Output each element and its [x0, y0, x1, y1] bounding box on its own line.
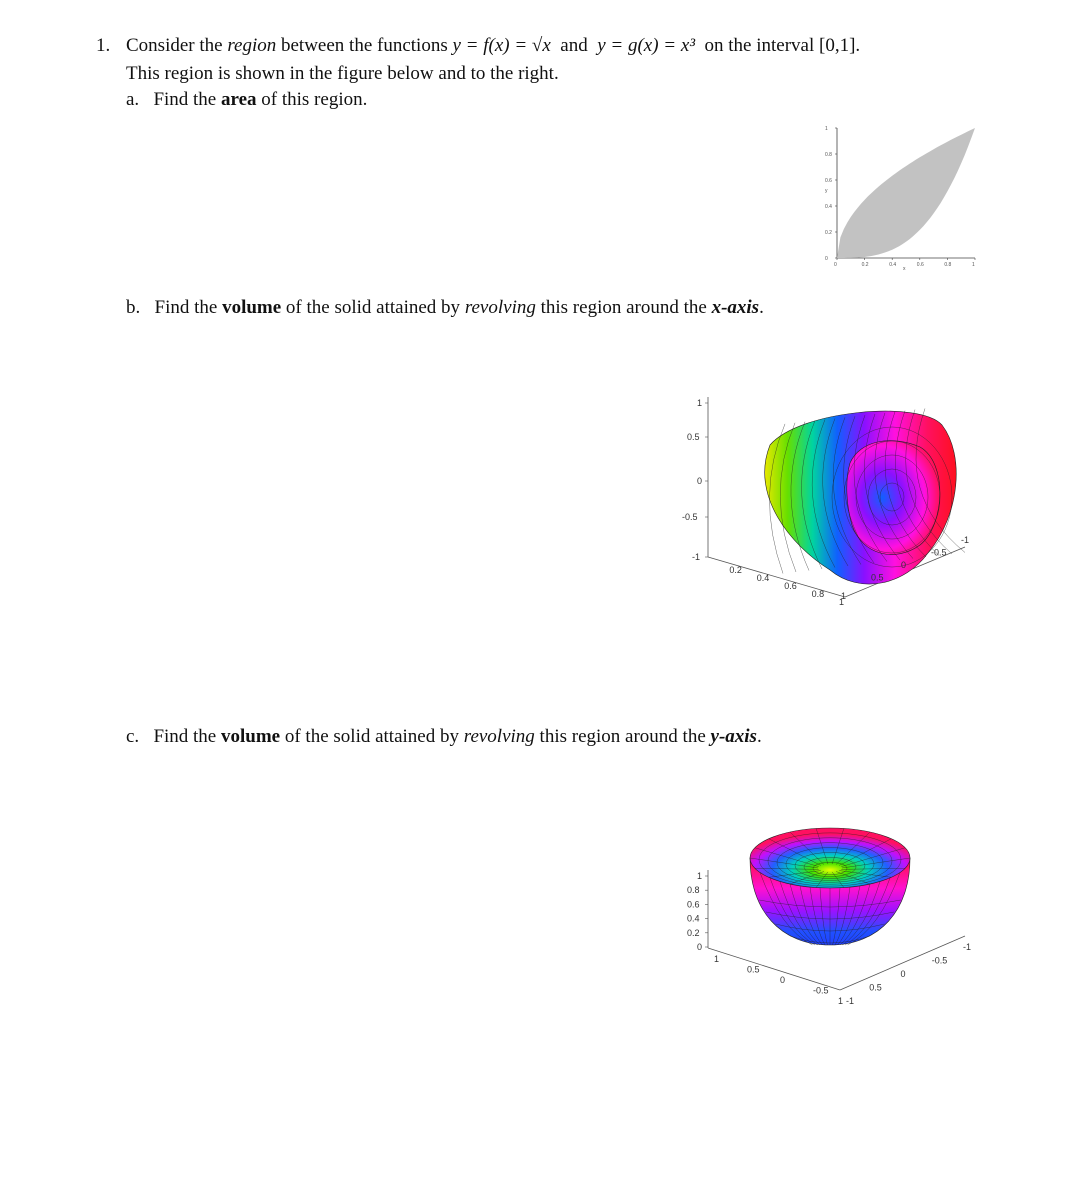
part-a-bold: area — [221, 89, 257, 110]
part-c-em: revolving — [463, 726, 535, 747]
region-x-label: x — [903, 266, 906, 272]
part-b-bold: volume — [222, 297, 282, 318]
b-z-tick-label: -0.5 — [682, 512, 698, 522]
part-c-mid2: this region around the — [534, 726, 711, 747]
b-y-tick-label: 0 — [901, 560, 907, 570]
c-x-tick-label: -0.5 — [813, 985, 829, 996]
b-y-tick-label: -0.5 — [931, 547, 947, 558]
part-b-post: . — [759, 297, 764, 318]
part-b — [126, 297, 764, 319]
region-fill — [837, 128, 975, 258]
b-z-tick-label: 0 — [697, 476, 703, 486]
c-x-axis — [708, 948, 840, 990]
region-x-tick-label: 0.6 — [916, 262, 924, 268]
region-x-tick-label: 0.4 — [889, 262, 897, 268]
part-b-mid2: this region around the — [535, 297, 712, 318]
part-c-pre: Find the — [153, 726, 221, 747]
region-plot — [815, 120, 985, 280]
c-y-tick-label: 0.5 — [869, 982, 882, 993]
part-c-mid: of the solid attained by — [280, 726, 464, 747]
c-x-tick-label: 1 — [714, 954, 720, 964]
g-expression: y = g(x) = x³ — [597, 35, 696, 56]
part-c-bold: volume — [221, 726, 281, 747]
region-x-tick-label: 0.8 — [944, 262, 952, 268]
b-x-tick-label: 0.2 — [729, 565, 742, 575]
part-b-axis: x-axis — [711, 297, 760, 318]
region-x-tick-label: 0 — [834, 262, 837, 268]
region-y-tick-label: 1 — [825, 126, 828, 132]
region-x-tick-label: 0.2 — [861, 262, 869, 268]
part-b-letter: b. — [126, 297, 141, 318]
b-inner-surface — [847, 441, 940, 555]
region-y-tick-label: 0.4 — [825, 204, 832, 210]
region-y-tick-label: 0.2 — [825, 230, 832, 236]
c-z-tick-label: 0.8 — [687, 885, 700, 896]
c-y-tick-label: -1 — [963, 942, 972, 952]
part-c-letter: c. — [126, 726, 140, 747]
region-y-label: y — [825, 188, 828, 194]
c-y-tick-label: -0.5 — [931, 955, 948, 966]
b-x-tick-label: 0.4 — [756, 573, 770, 583]
c-x-tick-label: 0.5 — [747, 964, 760, 975]
intro-post: on the interval [0,1]. — [704, 35, 861, 56]
problem-intro — [126, 35, 860, 57]
b-x-tick-label: 0.6 — [784, 581, 797, 591]
b-z-tick-label: 0.5 — [687, 432, 700, 442]
part-c — [126, 726, 762, 748]
c-inner-surface — [750, 828, 910, 888]
intro-mid: between the functions — [276, 35, 453, 56]
c-y-tick-label: 1 — [838, 996, 844, 1006]
b-y-tick-label: 1 — [841, 591, 847, 601]
b-x-tick-label: 1 — [839, 597, 845, 607]
c-z-tick-label: 0.2 — [687, 927, 700, 938]
b-z-tick-label: -1 — [692, 552, 701, 562]
c-y-tick-label: 0 — [900, 969, 906, 979]
c-z-tick-label: 0 — [697, 942, 703, 952]
part-a-letter: a. — [126, 89, 140, 110]
part-a — [126, 89, 367, 111]
x-axis-solid-plot — [680, 385, 980, 615]
b-y-tick-label: -1 — [961, 535, 970, 545]
part-b-mid: of the solid attained by — [281, 297, 465, 318]
c-x-tick-label: -1 — [846, 996, 855, 1006]
c-x-tick-label: 0 — [780, 975, 786, 985]
part-b-em: revolving — [464, 297, 536, 318]
intro-pre: Consider the — [126, 35, 228, 56]
f-expression: y = f(x) = √x — [452, 35, 551, 56]
and-word: and — [560, 35, 588, 56]
region-x-tick-label: 1 — [972, 262, 975, 268]
part-a-pre: Find the — [153, 89, 221, 110]
problem-line2: This region is shown in the figure below and to the right. — [126, 63, 559, 84]
c-z-tick-label: 0.4 — [687, 913, 700, 924]
b-y-tick-label: 0.5 — [871, 572, 884, 583]
part-a-post: of this region. — [256, 89, 368, 110]
part-c-post: . — [756, 726, 762, 747]
c-z-tick-label: 0.6 — [687, 899, 700, 910]
intro-em: region — [227, 35, 277, 56]
b-x-tick-label: 0.8 — [811, 589, 825, 599]
region-y-tick-label: 0.6 — [825, 178, 832, 184]
problem-number: 1. — [96, 35, 111, 56]
part-c-axis: y-axis — [710, 726, 757, 747]
c-z-tick-label: 1 — [697, 871, 703, 881]
region-y-tick-label: 0.8 — [825, 152, 832, 158]
y-axis-solid-plot — [680, 820, 980, 1020]
b-z-tick-label: 1 — [697, 398, 703, 408]
part-b-pre: Find the — [154, 297, 223, 318]
region-y-tick-label: 0 — [825, 256, 828, 262]
